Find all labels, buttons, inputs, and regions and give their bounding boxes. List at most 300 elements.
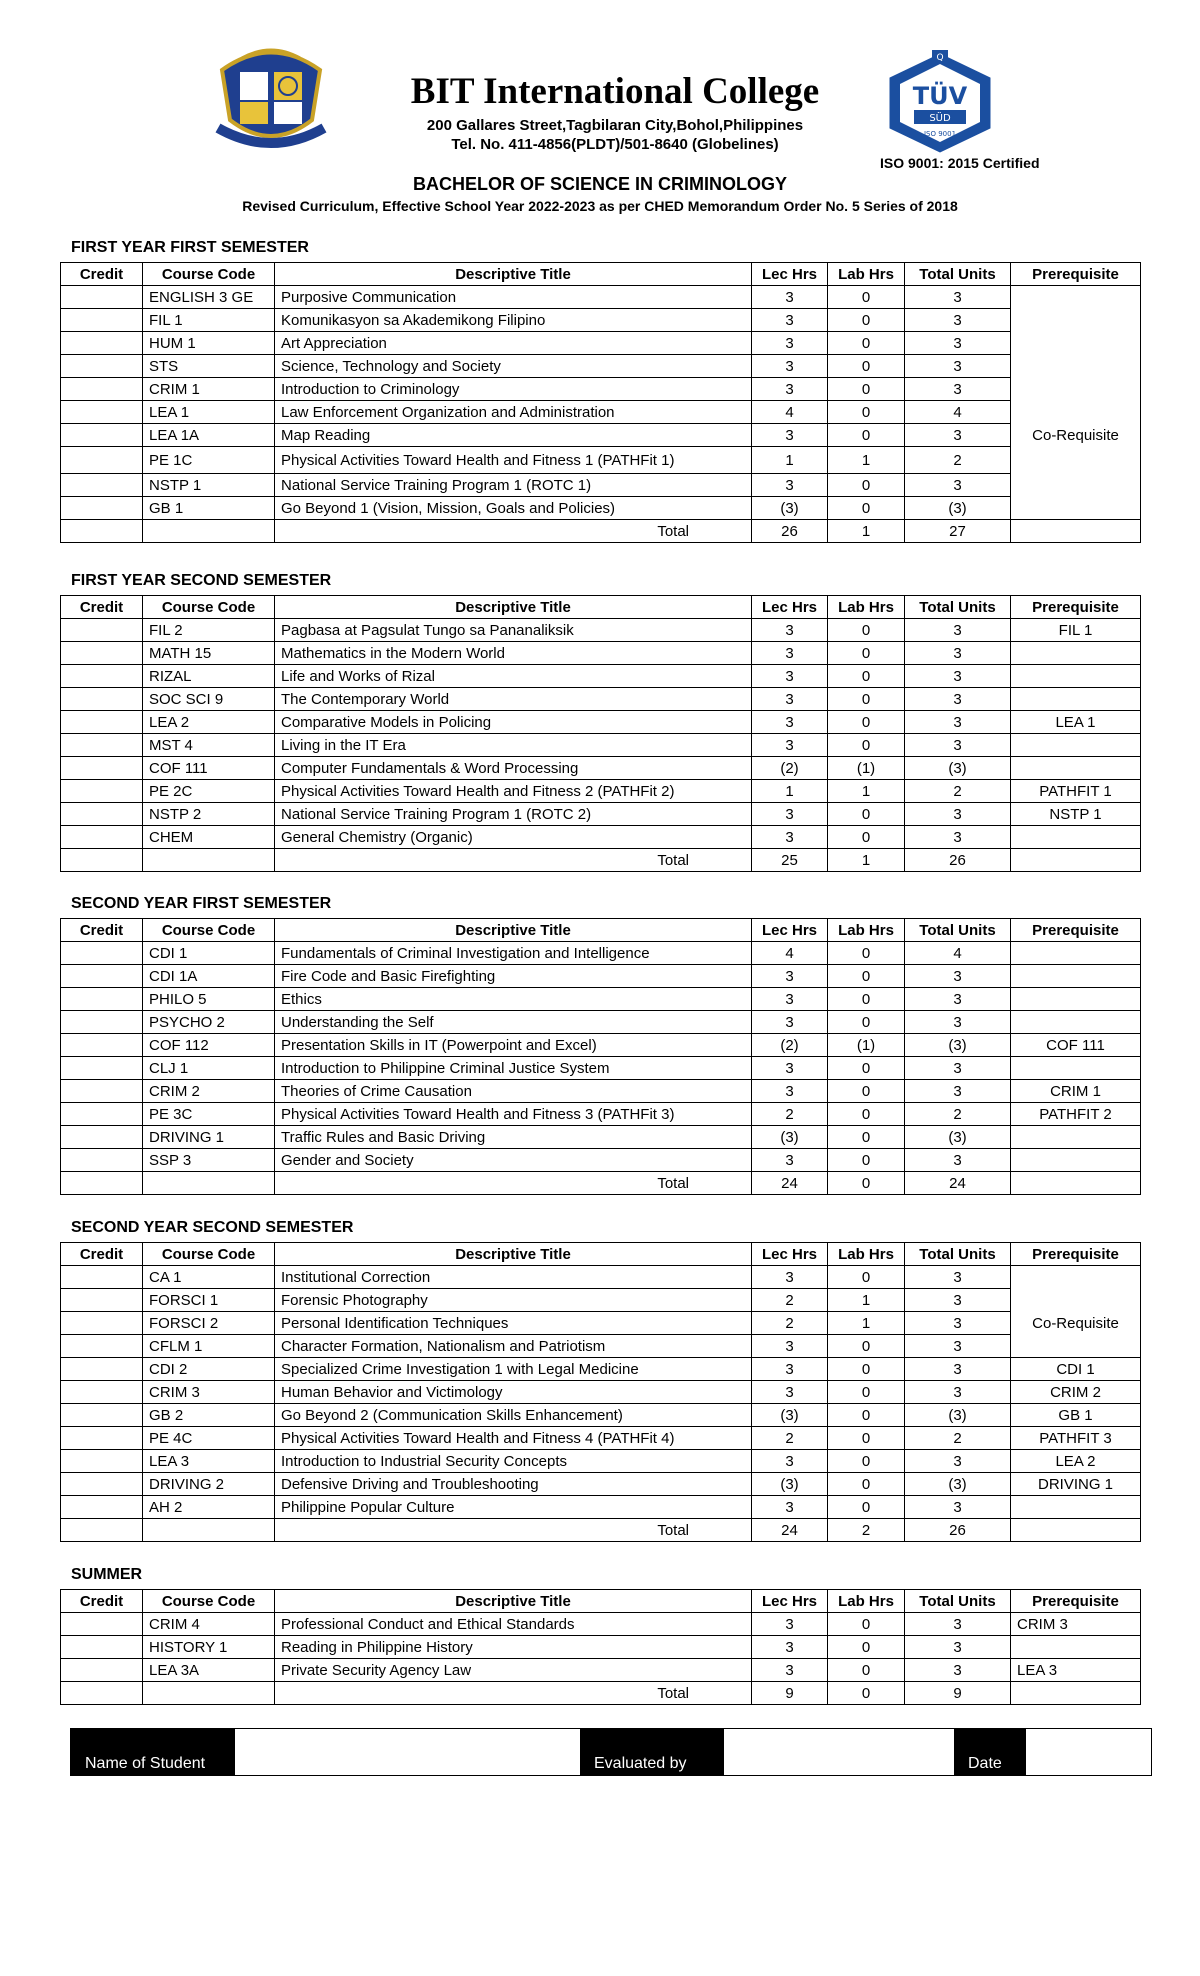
column-header-course-code: Course Code bbox=[143, 919, 275, 942]
college-logo-icon bbox=[212, 40, 330, 150]
course-code bbox=[143, 1519, 275, 1542]
total-units: (3) bbox=[905, 1126, 1011, 1149]
total-row bbox=[61, 1172, 1141, 1195]
credit-cell[interactable] bbox=[61, 474, 143, 497]
lec-hrs: 1 bbox=[752, 780, 828, 803]
lec-hrs: 4 bbox=[752, 401, 828, 424]
total-label: Total bbox=[275, 1172, 752, 1195]
descriptive-title: Introduction to Criminology bbox=[275, 378, 752, 401]
descriptive-title: Private Security Agency Law bbox=[275, 1659, 752, 1682]
credit-cell[interactable] bbox=[61, 1613, 143, 1636]
prerequisite bbox=[1011, 942, 1141, 965]
prerequisite: LEA 3 bbox=[1011, 1659, 1141, 1682]
table-row bbox=[61, 309, 1141, 332]
credit-cell bbox=[61, 1519, 143, 1542]
table-row bbox=[61, 1103, 1141, 1126]
lec-hrs: 3 bbox=[752, 711, 828, 734]
total-lec-hrs: 25 bbox=[752, 849, 828, 872]
total-units: 3 bbox=[905, 424, 1011, 447]
semester-title: FIRST YEAR SECOND SEMESTER bbox=[71, 572, 332, 589]
descriptive-title: Life and Works of Rizal bbox=[275, 665, 752, 688]
table-row bbox=[61, 1266, 1141, 1289]
credit-cell[interactable] bbox=[61, 1289, 143, 1312]
credit-cell[interactable] bbox=[61, 332, 143, 355]
total-units: 3 bbox=[905, 1335, 1011, 1358]
total-lec-hrs: 24 bbox=[752, 1519, 828, 1542]
credit-cell[interactable] bbox=[61, 1103, 143, 1126]
credit-cell[interactable] bbox=[61, 1404, 143, 1427]
column-header-total-units: Total Units bbox=[905, 1243, 1011, 1266]
lab-hrs: 0 bbox=[828, 355, 905, 378]
table-header-row bbox=[61, 1243, 1141, 1266]
prerequisite: PATHFIT 2 bbox=[1011, 1103, 1141, 1126]
course-code: PE 4C bbox=[143, 1427, 275, 1450]
prerequisite bbox=[1011, 642, 1141, 665]
course-code: GB 1 bbox=[143, 497, 275, 520]
credit-cell[interactable] bbox=[61, 401, 143, 424]
lec-hrs: 3 bbox=[752, 988, 828, 1011]
total-units: 3 bbox=[905, 1266, 1011, 1289]
credit-cell[interactable] bbox=[61, 619, 143, 642]
column-header-lab-hrs: Lab Hrs bbox=[828, 1590, 905, 1613]
date-field[interactable] bbox=[1026, 1729, 1151, 1775]
lab-hrs: 1 bbox=[828, 1289, 905, 1312]
prerequisite bbox=[1011, 1149, 1141, 1172]
descriptive-title: Art Appreciation bbox=[275, 332, 752, 355]
total-units: 3 bbox=[905, 619, 1011, 642]
lab-hrs: 0 bbox=[828, 1126, 905, 1149]
descriptive-title: Purposive Communication bbox=[275, 286, 752, 309]
credit-cell[interactable] bbox=[61, 1450, 143, 1473]
course-code: LEA 1 bbox=[143, 401, 275, 424]
credit-cell[interactable] bbox=[61, 1057, 143, 1080]
descriptive-title: Go Beyond 1 (Vision, Mission, Goals and Policies) bbox=[275, 497, 752, 520]
lab-hrs: 0 bbox=[828, 1103, 905, 1126]
course-code: LEA 3 bbox=[143, 1450, 275, 1473]
lab-hrs: 0 bbox=[828, 309, 905, 332]
name-of-student-label: Name of Student bbox=[71, 1729, 235, 1775]
svg-text:SÜD: SÜD bbox=[929, 113, 951, 124]
lab-hrs: 0 bbox=[828, 1450, 905, 1473]
descriptive-title: Introduction to Philippine Criminal Justice System bbox=[275, 1057, 752, 1080]
total-units: 3 bbox=[905, 734, 1011, 757]
course-code: AH 2 bbox=[143, 1496, 275, 1519]
prerequisite bbox=[1011, 849, 1141, 872]
lec-hrs: 3 bbox=[752, 688, 828, 711]
table-row bbox=[61, 1080, 1141, 1103]
credit-cell bbox=[61, 1682, 143, 1705]
semester-title: SECOND YEAR SECOND SEMESTER bbox=[71, 1219, 354, 1236]
course-code: LEA 1A bbox=[143, 424, 275, 447]
credit-cell[interactable] bbox=[61, 1335, 143, 1358]
course-code: CRIM 2 bbox=[143, 1080, 275, 1103]
credit-cell[interactable] bbox=[61, 734, 143, 757]
descriptive-title: Ethics bbox=[275, 988, 752, 1011]
course-code: SOC SCI 9 bbox=[143, 688, 275, 711]
course-code: PE 1C bbox=[143, 447, 275, 474]
total-label: Total bbox=[275, 849, 752, 872]
prerequisite bbox=[1011, 1057, 1141, 1080]
prerequisite bbox=[1011, 1496, 1141, 1519]
column-header-total-units: Total Units bbox=[905, 263, 1011, 286]
total-units: 3 bbox=[905, 1080, 1011, 1103]
total-units: (3) bbox=[905, 1404, 1011, 1427]
lab-hrs: 0 bbox=[828, 734, 905, 757]
total-lab-hrs: 2 bbox=[828, 1519, 905, 1542]
curriculum-note: Revised Curriculum, Effective School Year 2022-2023 as per CHED Memorandum Order No. 5 Series of 2018 bbox=[242, 198, 958, 214]
descriptive-title: Traffic Rules and Basic Driving bbox=[275, 1126, 752, 1149]
table-row bbox=[61, 1034, 1141, 1057]
descriptive-title: Presentation Skills in IT (Powerpoint and Excel) bbox=[275, 1034, 752, 1057]
prerequisite bbox=[1011, 665, 1141, 688]
course-code: FORSCI 2 bbox=[143, 1312, 275, 1335]
lab-hrs: 0 bbox=[828, 1496, 905, 1519]
prerequisite bbox=[1011, 1172, 1141, 1195]
credit-cell[interactable] bbox=[61, 1496, 143, 1519]
credit-cell[interactable] bbox=[61, 286, 143, 309]
prerequisite: Co-Requisite bbox=[1011, 424, 1141, 447]
column-header-lec-hrs: Lec Hrs bbox=[752, 1590, 828, 1613]
total-units: 3 bbox=[905, 1149, 1011, 1172]
lab-hrs: 0 bbox=[828, 1335, 905, 1358]
credit-cell[interactable] bbox=[61, 355, 143, 378]
lab-hrs: 0 bbox=[828, 401, 905, 424]
total-units: 3 bbox=[905, 332, 1011, 355]
column-header-descriptive-title: Descriptive Title bbox=[275, 1590, 752, 1613]
lab-hrs: 0 bbox=[828, 1659, 905, 1682]
table-row bbox=[61, 424, 1141, 447]
table-header-row bbox=[61, 1590, 1141, 1613]
total-units: 2 bbox=[905, 780, 1011, 803]
lab-hrs: 0 bbox=[828, 688, 905, 711]
descriptive-title: Personal Identification Techniques bbox=[275, 1312, 752, 1335]
course-code: GB 2 bbox=[143, 1404, 275, 1427]
course-code: FIL 2 bbox=[143, 619, 275, 642]
course-code: DRIVING 1 bbox=[143, 1126, 275, 1149]
credit-cell[interactable] bbox=[61, 1381, 143, 1404]
total-units: 3 bbox=[905, 1613, 1011, 1636]
total-units: 3 bbox=[905, 355, 1011, 378]
total-units: 3 bbox=[905, 1636, 1011, 1659]
lec-hrs: 3 bbox=[752, 309, 828, 332]
lec-hrs: 3 bbox=[752, 1080, 828, 1103]
total-units: 3 bbox=[905, 1358, 1011, 1381]
lab-hrs: 0 bbox=[828, 1057, 905, 1080]
prerequisite bbox=[1011, 497, 1141, 520]
lec-hrs: 3 bbox=[752, 1496, 828, 1519]
course-code bbox=[143, 520, 275, 543]
lec-hrs: (3) bbox=[752, 1126, 828, 1149]
credit-cell[interactable] bbox=[61, 642, 143, 665]
descriptive-title: Physical Activities Toward Health and Fitness 2 (PATHFit 2) bbox=[275, 780, 752, 803]
credit-cell[interactable] bbox=[61, 1636, 143, 1659]
credit-cell[interactable] bbox=[61, 757, 143, 780]
prerequisite bbox=[1011, 1266, 1141, 1289]
lab-hrs: 0 bbox=[828, 1011, 905, 1034]
lab-hrs: 0 bbox=[828, 988, 905, 1011]
credit-cell[interactable] bbox=[61, 1659, 143, 1682]
descriptive-title: Physical Activities Toward Health and Fitness 1 (PATHFit 1) bbox=[275, 447, 752, 474]
lab-hrs: 0 bbox=[828, 1080, 905, 1103]
lec-hrs: 2 bbox=[752, 1103, 828, 1126]
table-row bbox=[61, 1496, 1141, 1519]
course-code: CLJ 1 bbox=[143, 1057, 275, 1080]
table-row bbox=[61, 734, 1141, 757]
prerequisite bbox=[1011, 1682, 1141, 1705]
course-code: NSTP 1 bbox=[143, 474, 275, 497]
prerequisite bbox=[1011, 988, 1141, 1011]
credit-cell[interactable] bbox=[61, 780, 143, 803]
table-row bbox=[61, 286, 1141, 309]
credit-cell[interactable] bbox=[61, 688, 143, 711]
credit-cell[interactable] bbox=[61, 1266, 143, 1289]
course-table-second-year-second-semester bbox=[60, 1242, 1141, 1542]
credit-cell[interactable] bbox=[61, 988, 143, 1011]
svg-text:TÜV: TÜV bbox=[912, 82, 968, 110]
total-units: 3 bbox=[905, 1450, 1011, 1473]
prerequisite: CRIM 2 bbox=[1011, 1381, 1141, 1404]
prerequisite bbox=[1011, 965, 1141, 988]
descriptive-title: Philippine Popular Culture bbox=[275, 1496, 752, 1519]
total-units: 3 bbox=[905, 665, 1011, 688]
table-row bbox=[61, 757, 1141, 780]
credit-cell[interactable] bbox=[61, 1427, 143, 1450]
total-units: 3 bbox=[905, 688, 1011, 711]
table-row bbox=[61, 1381, 1141, 1404]
table-row bbox=[61, 688, 1141, 711]
prerequisite: NSTP 1 bbox=[1011, 803, 1141, 826]
descriptive-title: National Service Training Program 1 (ROTC 1) bbox=[275, 474, 752, 497]
credit-cell[interactable] bbox=[61, 803, 143, 826]
lec-hrs: 3 bbox=[752, 1149, 828, 1172]
lec-hrs: 3 bbox=[752, 803, 828, 826]
lec-hrs: 3 bbox=[752, 1266, 828, 1289]
total-units: 3 bbox=[905, 965, 1011, 988]
table-row bbox=[61, 1613, 1141, 1636]
lab-hrs: 0 bbox=[828, 1358, 905, 1381]
total-units: 3 bbox=[905, 1312, 1011, 1335]
table-row bbox=[61, 711, 1141, 734]
prerequisite: CRIM 1 bbox=[1011, 1080, 1141, 1103]
table-row bbox=[61, 1404, 1141, 1427]
prerequisite bbox=[1011, 332, 1141, 355]
total-lab-hrs: 1 bbox=[828, 520, 905, 543]
column-header-prerequisite: Prerequisite bbox=[1011, 1590, 1141, 1613]
evaluated-by-label: Evaluated by bbox=[580, 1729, 724, 1775]
table-row bbox=[61, 1149, 1141, 1172]
descriptive-title: Mathematics in the Modern World bbox=[275, 642, 752, 665]
lab-hrs: 0 bbox=[828, 1266, 905, 1289]
lec-hrs: 3 bbox=[752, 1011, 828, 1034]
svg-text:ISO 9001: ISO 9001 bbox=[923, 130, 957, 138]
credit-cell[interactable] bbox=[61, 424, 143, 447]
total-units-sum: 27 bbox=[905, 520, 1011, 543]
prerequisite bbox=[1011, 474, 1141, 497]
table-row bbox=[61, 1289, 1141, 1312]
lec-hrs: 3 bbox=[752, 355, 828, 378]
lec-hrs: 3 bbox=[752, 642, 828, 665]
lec-hrs: (2) bbox=[752, 757, 828, 780]
total-lec-hrs: 9 bbox=[752, 1682, 828, 1705]
lab-hrs: 0 bbox=[828, 1636, 905, 1659]
course-code: COF 112 bbox=[143, 1034, 275, 1057]
credit-cell[interactable] bbox=[61, 711, 143, 734]
credit-cell[interactable] bbox=[61, 965, 143, 988]
prerequisite bbox=[1011, 1289, 1141, 1312]
date-label: Date bbox=[954, 1729, 1026, 1775]
table-row bbox=[61, 1358, 1141, 1381]
course-code: STS bbox=[143, 355, 275, 378]
course-code: PSYCHO 2 bbox=[143, 1011, 275, 1034]
college-telephone: Tel. No. 411-4856(PLDT)/501-8640 (Globelines) bbox=[451, 136, 779, 153]
lec-hrs: 3 bbox=[752, 474, 828, 497]
column-header-lab-hrs: Lab Hrs bbox=[828, 596, 905, 619]
credit-cell[interactable] bbox=[61, 665, 143, 688]
credit-cell[interactable] bbox=[61, 1312, 143, 1335]
table-header-row bbox=[61, 596, 1141, 619]
prerequisite bbox=[1011, 1126, 1141, 1149]
course-code bbox=[143, 1172, 275, 1195]
table-row bbox=[61, 1126, 1141, 1149]
column-header-prerequisite: Prerequisite bbox=[1011, 919, 1141, 942]
course-code: CRIM 3 bbox=[143, 1381, 275, 1404]
course-code: LEA 2 bbox=[143, 711, 275, 734]
column-header-prerequisite: Prerequisite bbox=[1011, 596, 1141, 619]
table-row bbox=[61, 474, 1141, 497]
total-row bbox=[61, 1682, 1141, 1705]
credit-cell bbox=[61, 1172, 143, 1195]
total-units: 2 bbox=[905, 1427, 1011, 1450]
lab-hrs: 0 bbox=[828, 1427, 905, 1450]
prerequisite bbox=[1011, 1011, 1141, 1034]
column-header-course-code: Course Code bbox=[143, 596, 275, 619]
credit-cell bbox=[61, 849, 143, 872]
column-header-descriptive-title: Descriptive Title bbox=[275, 263, 752, 286]
column-header-total-units: Total Units bbox=[905, 596, 1011, 619]
total-units: 4 bbox=[905, 942, 1011, 965]
course-table-first-year-first-semester bbox=[60, 262, 1141, 543]
column-header-prerequisite: Prerequisite bbox=[1011, 263, 1141, 286]
course-code: FORSCI 1 bbox=[143, 1289, 275, 1312]
total-units: 3 bbox=[905, 1496, 1011, 1519]
table-header-row bbox=[61, 919, 1141, 942]
total-units: 2 bbox=[905, 447, 1011, 474]
total-units: (3) bbox=[905, 757, 1011, 780]
descriptive-title: Comparative Models in Policing bbox=[275, 711, 752, 734]
lab-hrs: 1 bbox=[828, 780, 905, 803]
column-header-lec-hrs: Lec Hrs bbox=[752, 263, 828, 286]
descriptive-title: Law Enforcement Organization and Administration bbox=[275, 401, 752, 424]
prerequisite bbox=[1011, 355, 1141, 378]
tuv-certification-icon bbox=[882, 50, 998, 156]
lab-hrs: (1) bbox=[828, 1034, 905, 1057]
credit-cell bbox=[61, 520, 143, 543]
evaluated-by-field[interactable] bbox=[724, 1729, 954, 1775]
descriptive-title: Character Formation, Nationalism and Patriotism bbox=[275, 1335, 752, 1358]
name-of-student-field[interactable] bbox=[235, 1729, 580, 1775]
course-code: COF 111 bbox=[143, 757, 275, 780]
prerequisite: COF 111 bbox=[1011, 1034, 1141, 1057]
program-title: BACHELOR OF SCIENCE IN CRIMINOLOGY bbox=[412, 174, 787, 194]
descriptive-title: Gender and Society bbox=[275, 1149, 752, 1172]
descriptive-title: Living in the IT Era bbox=[275, 734, 752, 757]
course-code: RIZAL bbox=[143, 665, 275, 688]
course-code: NSTP 2 bbox=[143, 803, 275, 826]
total-lec-hrs: 24 bbox=[752, 1172, 828, 1195]
lec-hrs: 3 bbox=[752, 1335, 828, 1358]
course-table-first-year-second-semester bbox=[60, 595, 1141, 872]
lab-hrs: 0 bbox=[828, 378, 905, 401]
credit-cell[interactable] bbox=[61, 309, 143, 332]
total-row bbox=[61, 849, 1141, 872]
lec-hrs: 3 bbox=[752, 424, 828, 447]
course-code: CDI 2 bbox=[143, 1358, 275, 1381]
lec-hrs: 3 bbox=[752, 826, 828, 849]
credit-cell[interactable] bbox=[61, 826, 143, 849]
course-code: ENGLISH 3 GE bbox=[143, 286, 275, 309]
credit-cell[interactable] bbox=[61, 1358, 143, 1381]
column-header-course-code: Course Code bbox=[143, 1243, 275, 1266]
credit-cell[interactable] bbox=[61, 1473, 143, 1496]
credit-cell[interactable] bbox=[61, 1126, 143, 1149]
prerequisite bbox=[1011, 688, 1141, 711]
column-header-credit: Credit bbox=[61, 919, 143, 942]
lab-hrs: 0 bbox=[828, 474, 905, 497]
credit-cell[interactable] bbox=[61, 1011, 143, 1034]
lec-hrs: 3 bbox=[752, 619, 828, 642]
descriptive-title: Physical Activities Toward Health and Fitness 4 (PATHFit 4) bbox=[275, 1427, 752, 1450]
credit-cell[interactable] bbox=[61, 497, 143, 520]
credit-cell[interactable] bbox=[61, 378, 143, 401]
total-units: 3 bbox=[905, 1659, 1011, 1682]
course-code: CDI 1 bbox=[143, 942, 275, 965]
lec-hrs: 2 bbox=[752, 1289, 828, 1312]
lec-hrs: (3) bbox=[752, 497, 828, 520]
lec-hrs: (2) bbox=[752, 1034, 828, 1057]
lab-hrs: 0 bbox=[828, 826, 905, 849]
prerequisite: PATHFIT 3 bbox=[1011, 1427, 1141, 1450]
prerequisite bbox=[1011, 401, 1141, 424]
table-row bbox=[61, 497, 1141, 520]
semester-title: SECOND YEAR FIRST SEMESTER bbox=[71, 895, 332, 912]
prerequisite: CRIM 3 bbox=[1011, 1613, 1141, 1636]
lab-hrs: 0 bbox=[828, 942, 905, 965]
course-code: CRIM 1 bbox=[143, 378, 275, 401]
lab-hrs: (1) bbox=[828, 757, 905, 780]
credit-cell[interactable] bbox=[61, 1080, 143, 1103]
total-units: 3 bbox=[905, 642, 1011, 665]
prerequisite bbox=[1011, 757, 1141, 780]
prerequisite bbox=[1011, 520, 1141, 543]
credit-cell[interactable] bbox=[61, 1149, 143, 1172]
lab-hrs: 0 bbox=[828, 965, 905, 988]
lec-hrs: 3 bbox=[752, 665, 828, 688]
column-header-lab-hrs: Lab Hrs bbox=[828, 1243, 905, 1266]
descriptive-title: Map Reading bbox=[275, 424, 752, 447]
credit-cell[interactable] bbox=[61, 942, 143, 965]
semester-title: SUMMER bbox=[71, 1566, 143, 1583]
total-label: Total bbox=[275, 520, 752, 543]
prerequisite: GB 1 bbox=[1011, 1404, 1141, 1427]
total-units: 3 bbox=[905, 286, 1011, 309]
descriptive-title: Fire Code and Basic Firefighting bbox=[275, 965, 752, 988]
credit-cell[interactable] bbox=[61, 447, 143, 474]
lec-hrs: 3 bbox=[752, 734, 828, 757]
total-units: 3 bbox=[905, 474, 1011, 497]
total-units-sum: 9 bbox=[905, 1682, 1011, 1705]
credit-cell[interactable] bbox=[61, 1034, 143, 1057]
total-lab-hrs: 0 bbox=[828, 1682, 905, 1705]
